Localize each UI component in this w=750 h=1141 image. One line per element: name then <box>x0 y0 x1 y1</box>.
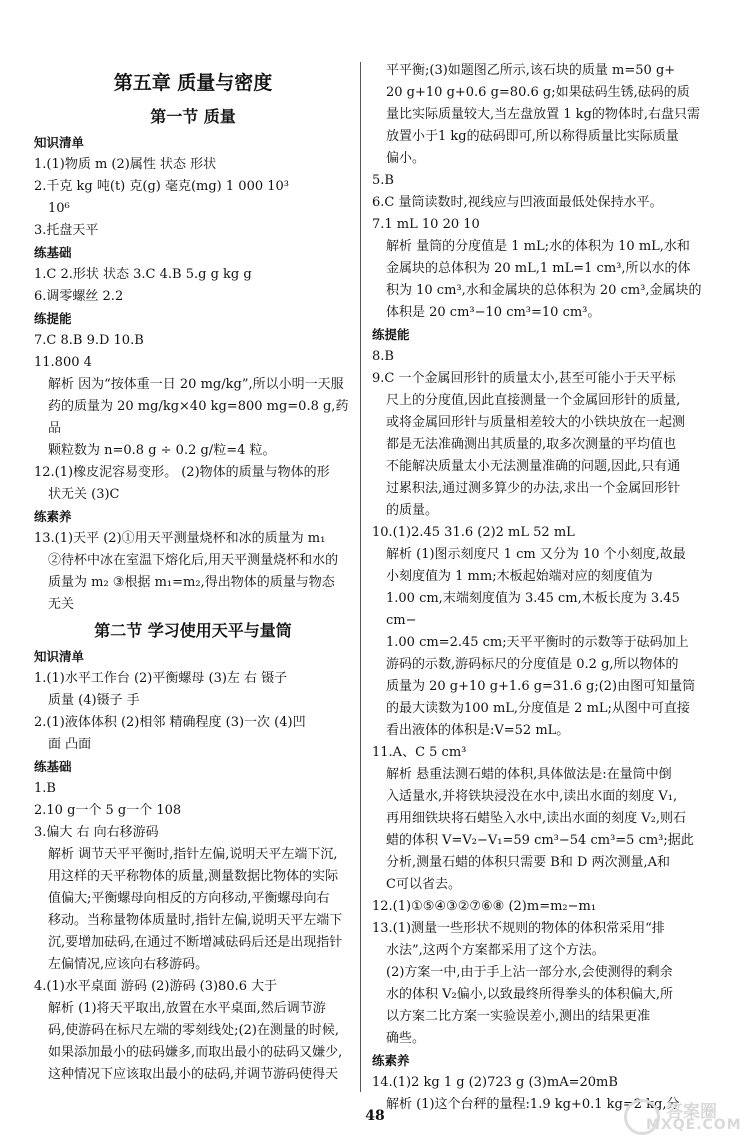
answer-line: 7.C 8.B 9.D 10.B <box>34 333 144 348</box>
answer-line: 偏小。 <box>386 151 426 166</box>
chapter-title: 第五章 质量与密度 <box>113 72 273 94</box>
answer-line: 1.(1)水平工作台 (2)平衡螺母 (3)左 右 镊子 <box>34 671 288 686</box>
section-heading: 练基础 <box>34 759 72 774</box>
answer-line: 尺上的分度值,因此直接测量一个金属回形针的质量, <box>386 393 681 408</box>
answer-line: 分析,测量石蜡的体积只需要 B和 D 两次测量,A和 <box>386 855 671 870</box>
answer-line: 解析 (1)这个台秤的量程:1.9 kg+0.1 kg=2 kg,分 <box>386 1097 680 1112</box>
answer-line: 解析 (1)将天平取出,放置在水平桌面,然后调节游 <box>48 1001 326 1016</box>
answer-line: 药的质量为 20 mg/kg×40 kg=800 mg=0.8 g,药品 <box>48 399 349 436</box>
answer-line: 12.(1)①⑤④③②⑦⑥⑧ (2)m=m₂−m₁ <box>372 899 597 914</box>
answer-line: 解析 悬重法测石蜡的体积,具体做法是:在量筒中倒 <box>386 767 672 782</box>
answer-line: 9.C 一个金属回形针的质量太小,甚至可能小于天平标 <box>372 371 676 386</box>
answer-line: 再用细铁块将石蜡坠入水中,读出水面的刻度 V₂,则石 <box>386 811 686 826</box>
section-heading: 知识清单 <box>34 649 85 664</box>
answer-line: 这种情况下应该取出最小的砝码,并调节游码使得天 <box>48 1067 339 1082</box>
answer-line: 的最大读数为100 mL,分度值是 2 mL;从图中可直接 <box>386 701 690 716</box>
answer-line: 11.A、C 5 cm³ <box>372 745 467 760</box>
answer-line: 解析 量筒的分度值是 1 mL;水的体积为 10 mL,水和 <box>386 239 690 254</box>
watermark-top-text: 答案圈 <box>666 1102 717 1122</box>
answer-line: C可以省去。 <box>386 877 461 892</box>
answer-line: 水法”,这两个方案都采用了这个方法。 <box>386 943 605 958</box>
answer-line: 沉,要增加砝码,在通过不断增减砝码后还是出现指针 <box>48 935 343 950</box>
page-number: 48 <box>365 1108 385 1124</box>
answer-line: 量比实际质量较大,当左盘放置 1 kg的物体时,右盘只需 <box>386 107 700 122</box>
answer-line: 面 凸面 <box>48 737 92 752</box>
answer-line: 解析 调节天平平衡时,指针左偏,说明天平左端下沉, <box>48 847 338 862</box>
answer-line: 3.托盘天平 <box>34 223 99 238</box>
answer-line: 7.1 mL 10 20 10 <box>372 217 480 232</box>
answer-line: 的质量。 <box>386 503 439 518</box>
answer-line: 13.(1)天平 (2)①用天平测量烧杯和冰的质量为 m₁ <box>34 531 326 546</box>
answer-line: 放置小于1 kg的砝码即可,所以称得质量比实际质量 <box>386 129 679 144</box>
section-heading: 练素养 <box>372 1053 410 1068</box>
answer-line: 质量为 20 g+10 g+1.6 g=31.6 g;(2)由图可知量筒 <box>386 679 696 694</box>
answer-line: 质量 (4)镊子 手 <box>48 693 140 708</box>
answer-line: 都是无法准确测出其质量的,取多次测量的平均值也 <box>386 437 677 452</box>
answer-line: 20 g+10 g+0.6 g=80.6 g;如果砝码生锈,砝码的质 <box>386 85 690 100</box>
answer-line: 颗粒数为 n=0.8 g ÷ 0.2 g/粒=4 粒。 <box>48 443 276 458</box>
answer-line: 无关 <box>48 597 75 612</box>
answer-line: 14.(1)2 kg 1 g (2)723 g (3)mA=20mB <box>372 1075 618 1090</box>
answer-line: 移动。当称量物体质量时,指针左偏,说明天平左端下 <box>48 913 343 928</box>
watermark-bottom-text: MXQE.COM <box>646 1117 742 1133</box>
section-heading: 练提能 <box>372 327 410 342</box>
answer-line: ②待杯中冰在室温下熔化后,用天平测量烧杯和水的 <box>48 553 339 568</box>
answer-line: 13.(1)测量一些形状不规则的物体的体积常采用“排 <box>372 921 665 936</box>
answer-line: 1.C 2.形状 状态 3.C 4.B 5.g g kg g <box>34 267 252 282</box>
answer-line: 游码的示数,游码标尺的分度值是 0.2 g,所以物体的 <box>386 657 679 672</box>
answer-line: 10⁶ <box>48 201 70 216</box>
answer-line: 10.(1)2.45 31.6 (2)2 mL 52 mL <box>372 525 575 540</box>
column-divider <box>360 62 361 1092</box>
answer-line: 1.00 cm,末端刻度值为 3.45 cm,木板长度为 3.45 cm− <box>386 591 680 628</box>
section-title-1: 第一节 质量 <box>150 107 236 126</box>
section-title-2: 第二节 学习使用天平与量筒 <box>94 621 292 640</box>
answer-line: 2.(1)液体体积 (2)相邻 精确程度 (3)一次 (4)凹 <box>34 715 306 730</box>
answer-line: 入适量水,并将铁块浸没在水中,读出水面的刻度 V₁, <box>386 789 678 804</box>
answer-line: 1.B <box>34 781 56 796</box>
section-heading: 练提能 <box>34 311 72 326</box>
answer-line: 如果添加最小的砝码嫌多,而取出最小的砝码又嫌少, <box>48 1045 343 1060</box>
answer-line: 8.B <box>372 349 394 364</box>
answer-line: 确些。 <box>386 1031 426 1046</box>
right-column <box>372 60 712 1116</box>
section-heading: 知识清单 <box>34 135 85 150</box>
answer-line: 或将金属回形针与质量相差较大的小铁块放在一起测 <box>386 415 686 430</box>
answer-line: 左偏情况,应该向右移游码。 <box>48 957 209 972</box>
answer-line: 以方案二比方案一实验误差小,测出的结果更准 <box>386 1009 651 1024</box>
answer-line: 值偏大;平衡螺母向相反的方向移动,平衡螺母向右 <box>48 891 330 906</box>
section-heading: 练素养 <box>34 509 72 524</box>
answer-line: (2)方案一中,由于手上沾一部分水,会使测得的剩余 <box>386 965 673 980</box>
answer-line: 解析 (1)图示刻度尺 1 cm 又分为 10 个小刻度,故最 <box>386 547 686 562</box>
answer-line: 2.千克 kg 吨(t) 克(g) 毫克(mg) 1 000 10³ <box>34 179 289 194</box>
answer-line: 体积是 20 cm³−10 cm³=10 cm³。 <box>386 305 601 320</box>
answer-line: 12.(1)橡皮泥容易变形。 (2)物体的质量与物体的形 <box>34 465 330 480</box>
answer-line: 11.800 4 <box>34 355 92 370</box>
answer-line: 质量为 m₂ ③根据 m₁=m₂,得出物体的质量与物态 <box>48 575 335 590</box>
answer-line: 2.10 g一个 5 g一个 108 <box>34 803 182 818</box>
left-column <box>34 60 352 1086</box>
answer-line: 解析 因为“按体重一日 20 mg/kg”,所以小明一天服 <box>48 377 344 392</box>
answer-line: 看出液体的体积是:V=52 mL。 <box>386 723 570 738</box>
answer-line: 1.(1)物质 m (2)属性 状态 形状 <box>34 157 217 172</box>
watermark-logo <box>620 1097 742 1137</box>
answer-line: 3.偏大 右 向右移游码 <box>34 825 159 840</box>
answer-line: 用这样的天平称物体的质量,测量数据比物体的实际 <box>48 869 339 884</box>
answer-line: 小刻度值为 1 mm;木板起始端对应的刻度值为 <box>386 569 653 584</box>
section-heading: 练基础 <box>34 245 72 260</box>
answer-line: 水的体积 V₂偏小,以致最终所得拳头的体积偏大,所 <box>386 987 673 1002</box>
answer-line: 1.00 cm=2.45 cm;天平平衡时的示数等于砝码加上 <box>386 635 689 650</box>
answer-line: 积为 10 cm³,水和金属块的总体积为 20 cm³,金属块的 <box>386 283 702 298</box>
answer-line: 6.调零螺丝 2.2 <box>34 289 124 304</box>
answer-line: 过累积法,通过测多算少的办法,求出一个金属回形针 <box>386 481 681 496</box>
answer-line: 状无关 (3)C <box>48 487 120 502</box>
answer-line: 6.C 量筒读数时,视线应与凹液面最低处保持水平。 <box>372 195 663 210</box>
answer-line: 不能解决质量太小无法测量准确的问题,因此,只有通 <box>386 459 681 474</box>
answer-line: 5.B <box>372 173 394 188</box>
answer-line: 蜡的体积 V=V₂−V₁=59 cm³−54 cm³=5 cm³;据此 <box>386 833 694 848</box>
answer-line: 4.(1)水平桌面 游码 (2)游码 (3)80.6 大于 <box>34 979 278 994</box>
answer-line: 平平衡;(3)如题图乙所示,该石块的质量 m=50 g+ <box>386 63 676 78</box>
answer-line: 金属块的总体积为 20 mL,1 mL=1 cm³,所以水的体 <box>386 261 691 276</box>
answer-line: 码,使游码在标尺左端的零刻线处;(2)在测量的时候, <box>48 1023 340 1038</box>
